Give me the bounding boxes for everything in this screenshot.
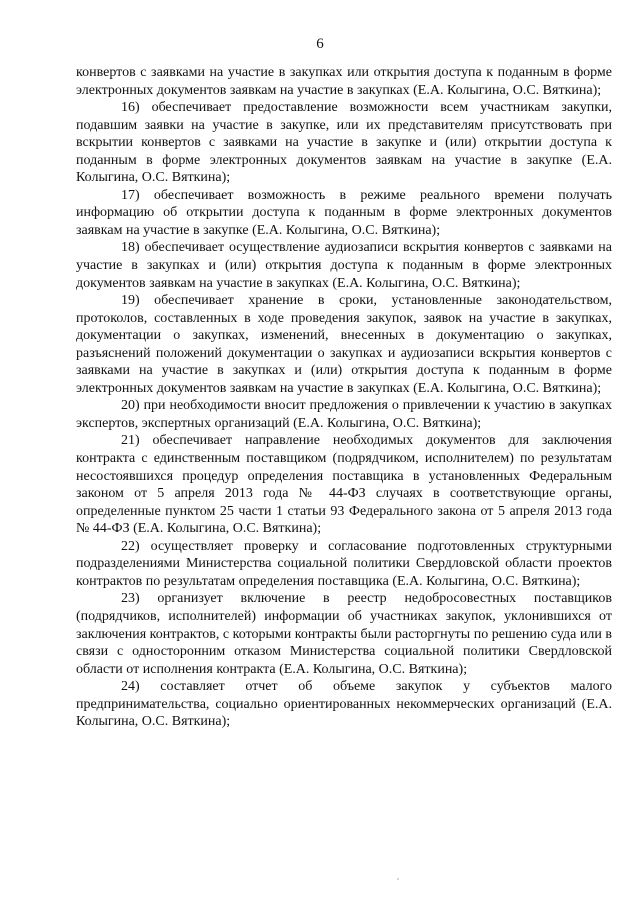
paragraph-item-16: 16) обеспечивает предоставление возможности всем участникам закупки, подавшим заявки на участие в закупке, или их представителям присутствовать при вскрытии конвертов с заявками на участие в закупке и (или) открытии доступа к поданным в форме электронных документов заявкам на участие в закупке (Е.А. Колыгина, О.С. Вяткина); <box>76 100 612 186</box>
paragraph-item-19: 19) обеспечивает хранение в сроки, установленные законодательством, протоколов, составленных в ходе проведения закупок, заявок на участие в закупках, документации о закупках, изменений, внесенных в документацию о закупках, разъяснений положений документации о закупках и аудиозаписи вскрытия конвертов с заявками на участие в закупках и (или) открытия доступа к поданным в форме электронных документов заявкам на участие в закупках (Е.А. Колыгина, О.С. Вяткина); <box>76 293 612 396</box>
paragraph-item-24: 24) составляет отчет об объеме закупок у субъектов малого предпринимательства, социально ориентированных некоммерческих организаций (Е.А. Колыгина, О.С. Вяткина); <box>76 679 612 730</box>
paragraph-continuation: конвертов с заявками на участие в закупках или открытия доступа к поданным в форме электронных документов заявкам на участие в закупках (Е.А. Колыгина, О.С. Вяткина); <box>76 65 612 98</box>
paragraph-item-21: 21) обеспечивает направление необходимых документов для заключения контракта с единственным поставщиком (подрядчиком, исполнителем) по результатам несостоявшихся процедур определения поставщика в установленных Федеральным законом от 5 апреля 2013 года № 44-ФЗ случаях в соответствующие органы, определенные пунктом 25 части 1 статьи 93 Федерального закона от 5 апреля 2013 года № 44-ФЗ (Е.А. Колыгина, О.С. Вяткина); <box>76 433 612 537</box>
paragraph-item-20: 20) при необходимости вносит предложения о привлечении к участию в закупках экспертов, экспертных организаций (Е.А. Колыгина, О.С. Вяткина); <box>76 398 612 431</box>
paragraph-item-18: 18) обеспечивает осуществление аудиозаписи вскрытия конвертов с заявками на участие в закупках и (или) открытия доступа к поданным в форме электронных документов заявкам на участие в закупках (Е.А. Колыгина, О.С. Вяткина); <box>76 240 612 291</box>
scan-artifact-dot <box>397 878 399 880</box>
paragraph-item-22: 22) осуществляет проверку и согласование подготовленных структурными подразделениями Министерства социальной политики Свердловской области проектов контрактов по результатам определения поставщика (Е.А. Колыгина, О.С. Вяткина); <box>76 538 612 589</box>
paragraph-item-17: 17) обеспечивает возможность в режиме реального времени получать информацию об открытии доступа к поданным в форме электронных документов заявкам на участие в закупке (Е.А. Колыгина, О.С. Вяткина); <box>76 187 612 238</box>
page-number: 6 <box>316 36 324 52</box>
document-body <box>76 64 612 731</box>
paragraph-item-23: 23) организует включение в реестр недобросовестных поставщиков (подрядчиков, исполнителей) информации об участниках закупок, уклонившихся от заключения контрактов, с которыми контракты были расторгнуты по решению суда или в связи с односторонним отказом Министерства социальной политики Свердловской области от исполнения контракта (Е.А. Колыгина, О.С. Вяткина); <box>76 591 612 677</box>
